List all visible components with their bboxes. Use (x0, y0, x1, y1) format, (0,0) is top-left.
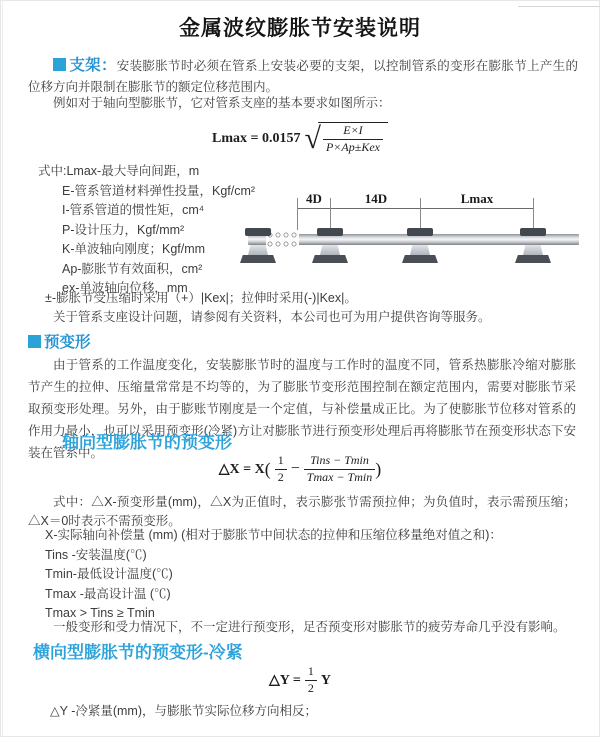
axial-subheading: 轴向型膨胀节的预变形 (62, 433, 232, 452)
pipe-clamp (245, 228, 271, 236)
dimension-label-lmax: Lmax (460, 191, 494, 206)
consult-line: 关于管系支座设计问题，请参阅有关资料，本公司也可为用户提供咨询等服务。 (53, 310, 491, 324)
definition-line: K-单波轴向刚度；Kgf/mm (62, 242, 206, 256)
lateral-half-numerator: 1 (305, 665, 317, 681)
open-paren: ( (264, 458, 271, 479)
sqrt-symbol: √ (304, 122, 321, 155)
preform-section-heading: 预变形 (44, 334, 91, 351)
support-pedestal (248, 245, 268, 255)
axial-item: Tmin-最低设计温度(℃) (45, 567, 173, 581)
close-paren: ) (375, 458, 382, 479)
dimension-label-4d: 4D (306, 191, 322, 206)
support-base (402, 255, 438, 263)
pipe-anchor (238, 226, 278, 266)
support-pedestal (320, 245, 340, 255)
half-denominator: 2 (277, 469, 284, 484)
axial-note-line: 一般变形和受力情况下，不一定进行预变形，足否预变形对膨胀节的疲劳寿命几乎没有影响。 (53, 620, 566, 634)
definition-line: Ap-膨胀节有效面积，cm² (62, 261, 203, 276)
axial-item: Tmax > Tins ≥ Tmin (45, 606, 155, 620)
axial-variable-list (45, 526, 575, 624)
lateral-subheading: 横向型膨胀节的预变形-冷紧 (33, 643, 243, 662)
pipe-support-diagram (243, 190, 591, 290)
lmax-formula (0, 122, 600, 156)
definition-line: E-管系管道材料弹性投量，Kgf/cm² (62, 183, 256, 198)
lmax-formula-numerator: E×I (323, 124, 383, 140)
pipe-clamp (520, 228, 546, 236)
dimension-line (297, 208, 533, 209)
support-base (240, 255, 276, 263)
preform-section-header (28, 330, 91, 352)
support-pedestal (523, 245, 543, 255)
support-example-line: 例如对于轴向型膨胀节，它对管系支座的基本要求如图所示： (53, 96, 391, 110)
dimension-label-14d: 14D (364, 191, 388, 206)
page-left-edge (2, 0, 3, 737)
pipe-support (400, 226, 440, 266)
section-marker-icon (53, 58, 66, 71)
lateral-half-denominator: 2 (307, 680, 314, 695)
half-numerator: 1 (275, 454, 287, 470)
support-section-body: 安装膨胀节时必须在管系上安装必要的支架，以控制管系的变形在膨胀节上产生的位移方向并限制在膨胀节的额定位移范围内。 (28, 59, 578, 94)
pipe-support (310, 226, 350, 266)
support-base (515, 255, 551, 263)
lmax-formula-denominator: P×Ap±Kex (325, 139, 380, 154)
support-paragraph (28, 55, 578, 98)
lateral-formula (0, 665, 600, 696)
section-marker-icon (28, 335, 41, 348)
lateral-formula-lhs: △Y = (269, 672, 301, 688)
axial-explain-paragraph: 式中：△X-预变形量(mm)，△X为正值时，表示膨张节需预拉伸；为负值时，表示需预压缩；△X＝0时表示不需预变形。 (28, 495, 576, 528)
support-pedestal (410, 245, 430, 255)
axial-item: X-实际轴向补偿量 (mm) (相对于膨胀节中间状态的拉伸和压缩位移量绝对值之和)： (45, 528, 502, 542)
axial-formula (0, 454, 600, 485)
lateral-note-line: △Y -冷紧量(mm)，与膨胀节实际位移方向相反； (50, 704, 318, 718)
definition-line: 式中:Lmax-最大导向间距，m (38, 164, 200, 178)
axial-item: Tins -安装温度(℃) (45, 547, 147, 562)
page-top-edge (518, 6, 600, 7)
minus-sign: − (290, 459, 300, 477)
pipe-support (513, 226, 553, 266)
definition-line: P-设计压力，Kgf/mm² (62, 222, 185, 237)
definition-line: I-管系管道的惯性矩，cm⁴ (62, 203, 205, 217)
preform-paragraph: 由于管系的工作温度变化，安装膨胀节时的温度与工作时的温度不同，管系热膨胀冷缩对膨胀节产生的拉伸、压缩量常常是不均等的，为了膨胀节变形范围控制在额定范围内，需要对膨胀节采取预变形处理。另外，由于膨账节刚度是一个定值，与补偿量成正比。为了使膨胀节位移对管系的作用力最小，也可以采用预变形(冷紧)方让对膨胀节进行预变形处理后再将膨胀节在预变形状态下安装在管系中。 (28, 358, 576, 460)
axial-formula-lhs: △X = X (218, 461, 265, 477)
support-base (312, 255, 348, 263)
pipe-clamp (317, 228, 343, 236)
axial-formula-denominator: Tmax − Tmin (306, 469, 373, 484)
definition-line: ex-单波轴向位移，mm (62, 281, 188, 295)
page-title: 金属波纹膨胀节安装说明 (179, 17, 421, 40)
pm-note-line: ±-膨胀节受压缩时采用（+）|Kex|；拉伸时采用(-)|Kex|。 (45, 291, 357, 305)
axial-formula-numerator: Tins − Tmin (304, 454, 375, 470)
axial-item: Tmax -最高设计温 (℃) (45, 586, 171, 601)
lmax-formula-lhs: Lmax = 0.0157 (212, 131, 301, 146)
lateral-formula-rhs: Y (320, 672, 331, 688)
pipe-clamp (407, 228, 433, 236)
support-section-heading: 支架： (69, 57, 117, 74)
